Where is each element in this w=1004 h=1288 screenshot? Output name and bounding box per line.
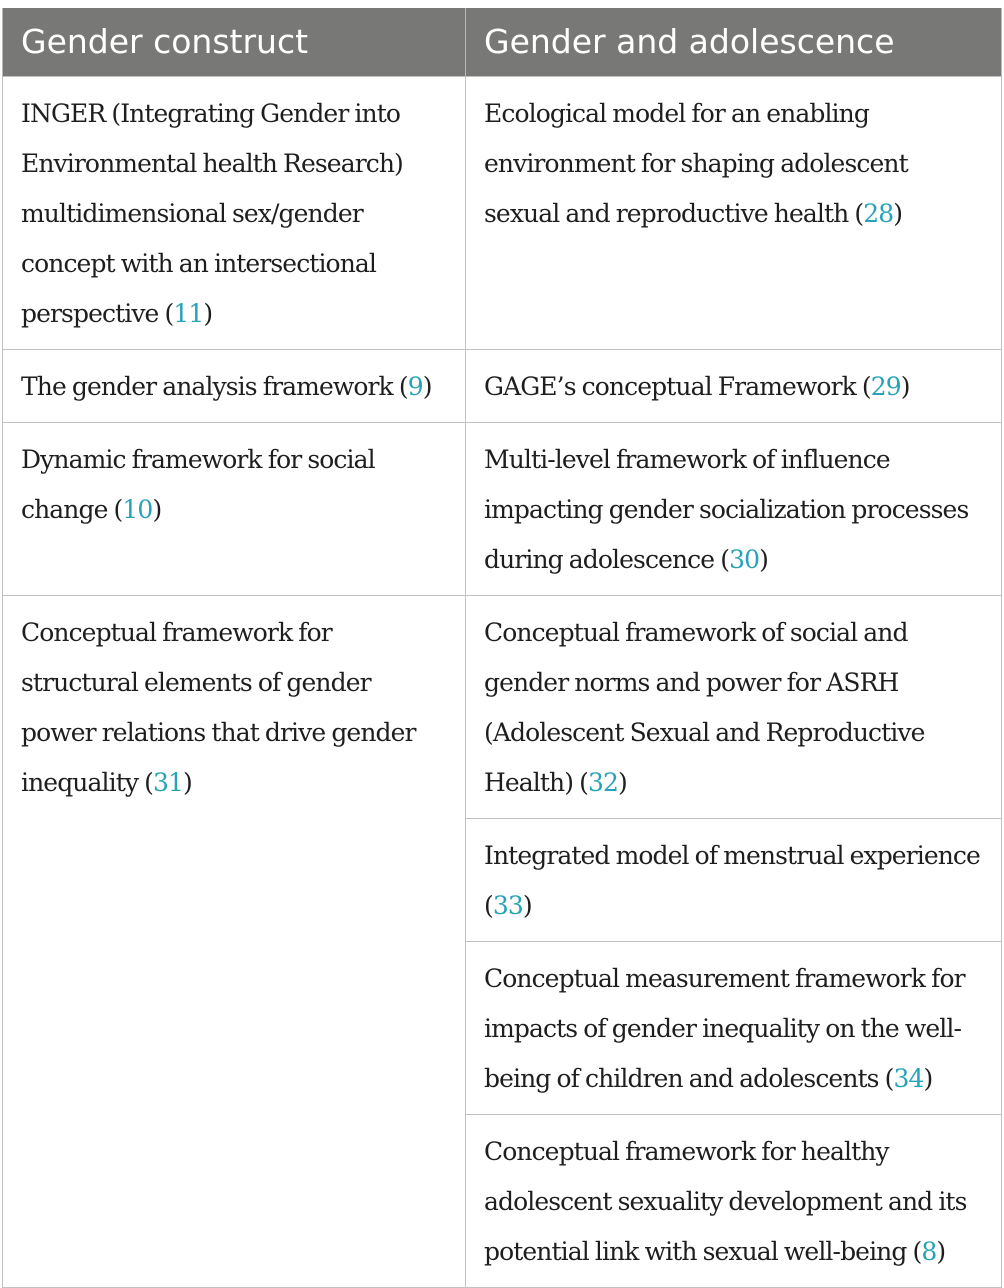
reference-link[interactable]: 33 xyxy=(492,890,523,920)
adolescence-cell: Conceptual framework of social and gender norms and power for ASRH (Adolescent Sexual and Reproductive Health) (32) xyxy=(466,595,1002,818)
adolescence-cell: Conceptual measurement framework for impacts of gender inequality on the well-being of children and adolescents (34) xyxy=(466,941,1002,1114)
cell-text: INGER (Integrating Gender into Environmental health Research) multidimensional sex/gender concept with an intersectional perspective xyxy=(21,98,403,328)
reference-link[interactable]: 28 xyxy=(863,198,894,228)
cell-text: Conceptual framework of social and gender norms and power for ASRH (Adolescent Sexual and Reproductive Health) xyxy=(484,617,925,797)
reference-link[interactable]: 32 xyxy=(588,767,619,797)
cell-text: GAGE’s conceptual Framework xyxy=(484,371,856,401)
header-gender-construct: Gender construct xyxy=(3,8,466,76)
header-gender-and-adolescence: Gender and adolescence xyxy=(466,8,1002,76)
table-row xyxy=(3,349,1002,422)
reference-link[interactable]: 8 xyxy=(921,1236,937,1266)
adolescence-cell: Multi-level framework of influence impacting gender socialization processes during adolescence (30) xyxy=(466,422,1002,595)
frameworks-table xyxy=(2,8,1002,1288)
reference-link[interactable]: 30 xyxy=(729,544,760,574)
reference-link[interactable]: 31 xyxy=(152,767,183,797)
adolescence-cell: GAGE’s conceptual Framework (29) xyxy=(466,349,1002,422)
table-row xyxy=(3,422,1002,595)
adolescence-cell: Ecological model for an enabling environment for shaping adolescent sexual and reproductive health (28) xyxy=(466,76,1002,349)
table-row xyxy=(3,595,1002,818)
reference-link[interactable]: 10 xyxy=(122,494,153,524)
construct-cell: Conceptual framework for structural elements of gender power relations that drive gender inequality (31) xyxy=(3,595,466,1287)
construct-cell: The gender analysis framework (9) xyxy=(3,349,466,422)
cell-text: Conceptual framework for structural elements of gender power relations that drive gender inequality xyxy=(21,617,416,797)
reference-link[interactable]: 29 xyxy=(870,371,901,401)
reference-link[interactable]: 34 xyxy=(893,1063,924,1093)
cell-text: The gender analysis framework xyxy=(21,371,393,401)
table-row xyxy=(3,76,1002,349)
construct-cell: Dynamic framework for social change (10) xyxy=(3,422,466,595)
cell-text: Ecological model for an enabling environment for shaping adolescent sexual and reproductive health xyxy=(484,98,908,228)
adolescence-cell: Integrated model of menstrual experience (33) xyxy=(466,818,1002,941)
cell-text: Dynamic framework for social change xyxy=(21,444,375,524)
cell-text: Integrated model of menstrual experience xyxy=(484,840,980,870)
adolescence-cell: Conceptual framework for healthy adolescent sexuality development and its potential link with sexual well-being (8) xyxy=(466,1114,1002,1287)
cell-text: Multi-level framework of influence impacting gender socialization processes during adolescence xyxy=(484,444,969,574)
cell-text: Conceptual measurement framework for impacts of gender inequality on the well-being of children and adolescents xyxy=(484,963,965,1093)
construct-cell: INGER (Integrating Gender into Environmental health Research) multidimensional sex/gender concept with an intersectional perspective (11) xyxy=(3,76,466,349)
header-row xyxy=(3,8,1002,76)
cell-text: Conceptual framework for healthy adolescent sexuality development and its potential link with sexual well-being xyxy=(484,1136,967,1266)
reference-link[interactable]: 11 xyxy=(173,298,204,328)
reference-link[interactable]: 9 xyxy=(407,371,423,401)
